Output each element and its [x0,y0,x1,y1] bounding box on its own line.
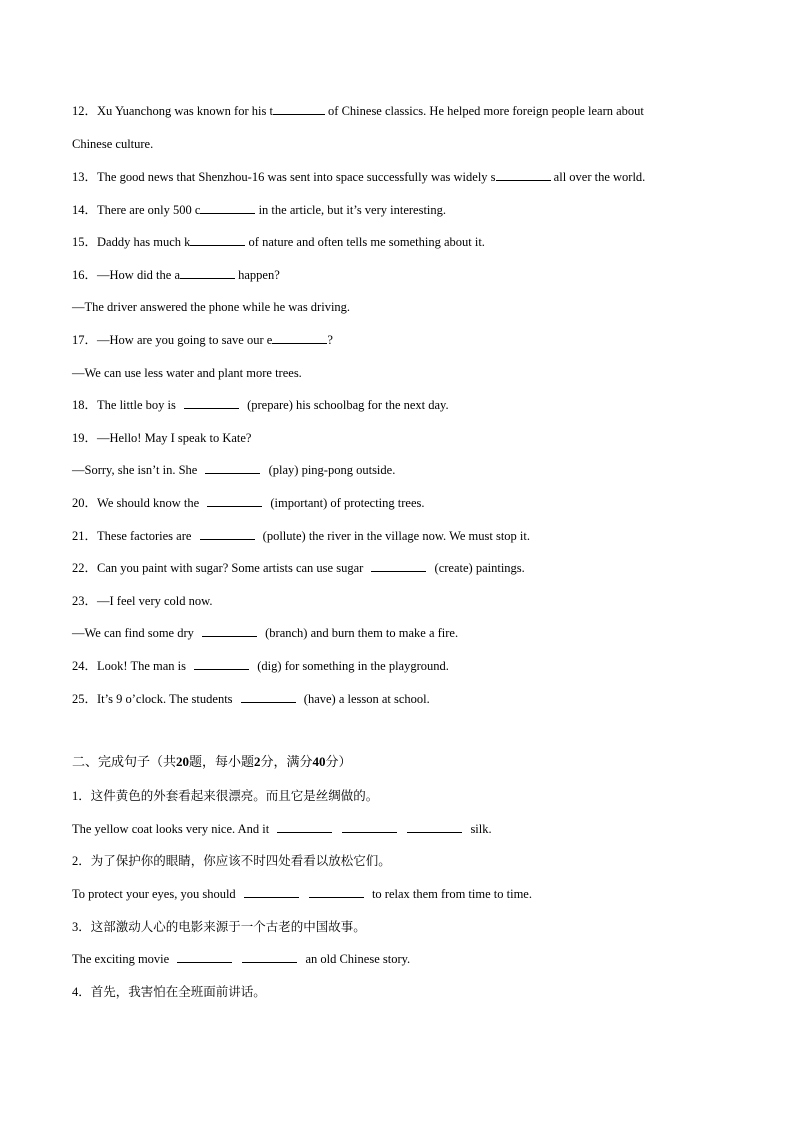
question-19-reply [72,461,733,479]
question-number: 12． [72,104,98,118]
question-text: (prepare) his schoolbag for the next day. [243,398,449,412]
answer-blank[interactable] [241,690,296,703]
question-text: Daddy has much k [97,235,191,249]
sentence-3-english [72,950,733,968]
answer-blank[interactable] [190,233,245,246]
question-text: Xu Yuanchong was known for his t [97,104,273,118]
question-17 [72,331,733,349]
answer-blank[interactable] [202,624,257,637]
heading-points: 2 [254,754,261,769]
answer-blank[interactable] [309,885,364,898]
question-text: —The driver answered the phone while he was driving. [72,300,351,314]
question-12-continued [72,135,733,153]
question-19 [72,429,733,447]
question-text: The yellow coat looks very nice. And it [72,822,273,836]
question-text: all over the world. [550,170,646,184]
question-number: 18． [72,398,98,412]
question-number: 19． [72,431,98,445]
answer-blank[interactable] [407,820,462,833]
question-25 [72,690,733,708]
question-text: We should know the [97,496,203,510]
question-text: These factories are [97,529,195,543]
question-text: The good news that Shenzhou-16 was sent into space successfully was widely s [97,170,496,184]
heading-count: 20 [176,754,190,769]
question-text: There are only 500 c [97,203,201,217]
answer-blank[interactable] [205,461,260,474]
chinese-prompt: 首先，我害怕在全班面前讲话。 [90,984,266,999]
answer-blank[interactable] [496,168,551,181]
question-12 [72,102,733,120]
question-text: Can you paint with sugar? Some artists can use sugar [97,561,367,575]
sentence-2-english [72,885,733,903]
answer-blank[interactable] [200,527,255,540]
question-13 [72,168,733,186]
answer-blank[interactable] [277,820,332,833]
question-number: 23． [72,594,98,608]
question-text: in the article, but it’s very interesting. [255,203,447,217]
question-text: Look! The man is [97,659,190,673]
answer-blank[interactable] [194,657,249,670]
question-text: —I feel very cold now. [97,594,213,608]
question-17-reply [72,364,733,382]
answer-blank[interactable] [244,885,299,898]
answer-blank[interactable] [273,102,325,115]
heading-text: 题，每小题 [189,755,255,770]
question-text: of Chinese classics. He helped more foreign people learn about [324,104,644,118]
question-15 [72,233,733,251]
question-text: (have) a lesson at school. [300,692,430,706]
answer-blank[interactable] [177,950,232,963]
chinese-prompt: 这部激动人心的电影来源于一个古老的中国故事。 [90,919,366,934]
question-number: 14． [72,203,98,217]
question-text: (create) paintings. [431,561,525,575]
question-number: 21． [72,529,98,543]
sentence-3-chinese [72,918,733,936]
question-text: —We can use less water and plant more trees. [72,366,302,380]
question-text: happen? [235,268,280,282]
question-text: The exciting movie [72,952,173,966]
question-text: —Sorry, she isn’t in. She [72,463,201,477]
question-number: 3． [72,920,91,934]
question-number: 1． [72,789,91,803]
heading-text: 分，满分 [260,755,313,770]
question-20 [72,494,733,512]
question-23-reply [72,624,733,642]
answer-blank[interactable] [180,266,235,279]
question-text: (play) ping-pong outside. [265,463,396,477]
question-text: an old Chinese story. [302,952,411,966]
question-21 [72,527,733,545]
sentence-4-chinese [72,983,733,1001]
question-number: 22． [72,561,98,575]
sentence-2-chinese [72,852,733,870]
answer-blank[interactable] [371,559,426,572]
section-heading [72,753,733,772]
heading-text: 二、完成句子（共 [72,755,177,770]
question-text: silk. [467,822,492,836]
question-18 [72,396,733,414]
question-23 [72,592,733,610]
answer-blank[interactable] [242,950,297,963]
question-text: —How did the a [97,268,180,282]
question-16 [72,266,733,284]
heading-text: 分） [325,755,352,770]
answer-blank[interactable] [272,331,327,344]
question-number: 16． [72,268,98,282]
answer-blank[interactable] [184,396,239,409]
question-number: 24． [72,659,98,673]
answer-blank[interactable] [207,494,262,507]
question-14 [72,201,733,219]
heading-total: 40 [312,754,326,769]
answer-blank[interactable] [342,820,397,833]
question-text: It’s 9 o’clock. The students [97,692,236,706]
question-text: to relax them from time to time. [368,887,532,901]
question-text: The little boy is [97,398,179,412]
question-number: 17． [72,333,98,347]
question-number: 2． [72,854,91,868]
sentence-1-english [72,820,733,838]
question-number: 20． [72,496,98,510]
question-text: —We can find some dry [72,626,197,640]
question-22 [72,559,733,577]
question-text: (important) of protecting trees. [267,496,425,510]
question-text: (branch) and burn them to make a fire. [262,626,459,640]
question-text: of nature and often tells me something about it. [245,235,485,249]
chinese-prompt: 为了保护你的眼睛，你应该不时四处看看以放松它们。 [90,853,391,868]
question-text: (pollute) the river in the village now. We must stop it. [259,529,531,543]
sentence-1-chinese [72,787,733,805]
question-text: (dig) for something in the playground. [254,659,449,673]
question-number: 15． [72,235,98,249]
answer-blank[interactable] [200,201,255,214]
question-16-reply [72,298,733,316]
question-text: —Hello! May I speak to Kate? [97,431,252,445]
question-number: 13． [72,170,98,184]
question-number: 25． [72,692,98,706]
question-text: ? [327,333,333,347]
question-text: To protect your eyes, you should [72,887,239,901]
question-text: Chinese culture. [72,137,154,151]
question-24 [72,657,733,675]
question-number: 4． [72,985,91,999]
question-text: —How are you going to save our e [97,333,273,347]
chinese-prompt: 这件黄色的外套看起来很漂亮。而且它是丝绸做的。 [90,788,379,803]
